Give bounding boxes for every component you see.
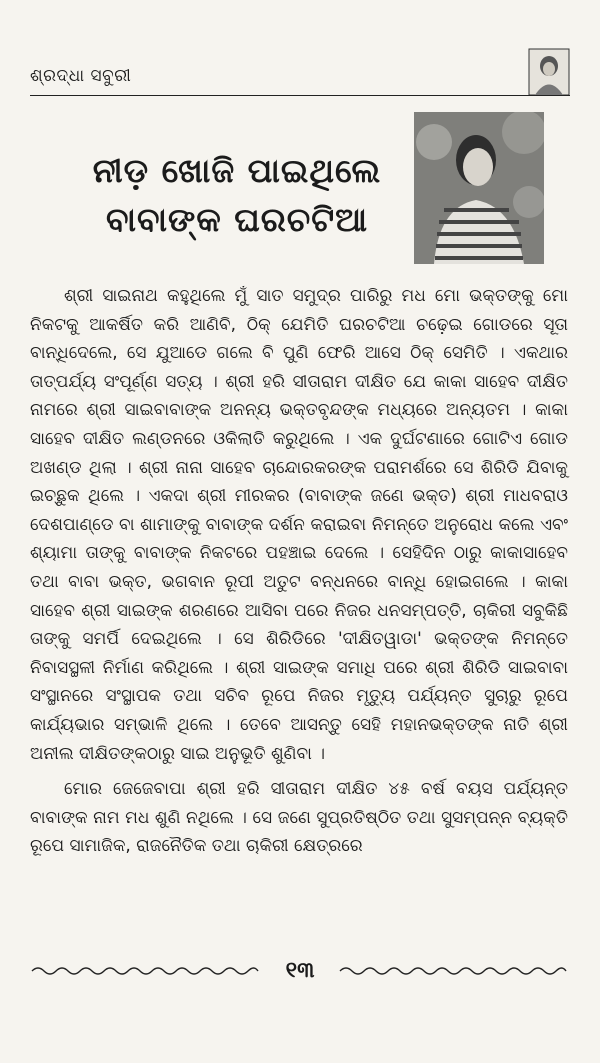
- paragraph: ମୋର ଜେଜେବାପା ଶ୍ରୀ ହରି ସୀତାରାମ ଦୀକ୍ଷିତ ୪୫ ବର୍ଷ ବୟସ ପର୍ଯ୍ୟନ୍ତ ବାବାଙ୍କ ନାମ ମଧ ଶୁଣି ନଥିଲେ । ସେ ଜଣେ ସୁପ୍ରତିଷ୍ଠିତ ତଥା ସୁସମ୍ପନ୍ନ ବ୍ୟକ୍ତି ରୂପେ ସାମାଜିକ, ରାଜନୈତିକ ତଥା ଚାକିରୀ କ୍ଷେତ୍ରରେ: [30, 779, 568, 857]
- footer-ornament-right: [338, 964, 568, 978]
- title-line-2: ବାବାଙ୍କ ଘରଚଟିଆ: [105, 200, 369, 239]
- footer-ornament-left: [30, 964, 260, 978]
- paragraph: ଶ୍ରୀ ସାଇନାଥ କହୁଥିଲେ ମୁଁ ସାତ ସମୁଦ୍ର ପାରିରୁ ମଧ ମୋ ଭକ୍ତଙ୍କୁ ମୋ ନିକଟକୁ ଆକର୍ଷିତ କରି ଆଣିବି, ଠିକ୍ ଯେମିତି ଘରଚଟିଆ ଚଢ଼େଇ ଗୋଡରେ ସୂତା ବାନ୍ଧିଦେଲେ, ସେ ଯୁଆଡେ ଗଲେ ବି ପୁଣି ଫେରି ଆସେ ଠିକ୍ ସେମିତି । ଏକଥାର ତାତ୍ପର୍ଯ୍ୟ ସଂପୂର୍ଣ୍ଣ ସତ୍ୟ । ଶ୍ରୀ ହରି ସୀତାରାମ ଦୀକ୍ଷିତ ଯେ କାକା ସାହେବ ଦୀକ୍ଷିତ ନାମରେ ଶ୍ରୀ ସାଇବାବାଙ୍କ ଅନନ୍ୟ ଭକ୍ତବୃନ୍ଦଙ୍କ ମଧ୍ୟରେ ଅନ୍ୟତମ । କାକା ସାହେବ ଦୀକ୍ଷିତ ଲଣ୍ଡନରେ ଓକିଲାତି କରୁଥିଲେ । ଏକ ଦୁର୍ଘଟଣାରେ ଗୋଟିଏ ଗୋଡ ଅଖଣ୍ଡ ଥିଲା । ଶ୍ରୀ ନାନା ସାହେବ ଚାନ୍ଦୋରକରଙ୍କ ପରାମର୍ଶରେ ସେ ଶିରିଡି ଯିବାକୁ ଇଚ୍ଛୁକ ଥିଲେ । ଏକଦା ଶ୍ରୀ ମୀରକର (ବାବାଙ୍କ ଜଣେ ଭକ୍ତ) ଶ୍ରୀ ମାଧବରାଓ ଦେଶପାଣ୍ଡେ ବା ଶାମାଙ୍କୁ ବାବାଙ୍କ ଦର୍ଶନ କରାଇବା ନିମନ୍ତେ ଅନୁରୋଧ କଲେ ଏବଂ ଶ୍ୟାମା ତାଙ୍କୁ ବାବାଙ୍କ ନିକଟରେ ପହଞ୍ଚାଇ ଦେଲେ । ସେହିଦିନ ଠାରୁ କାକାସାହେବ ତଥା ବାବା ଭକ୍ତ, ଭଗବାନ ରୂପୀ ଅତୁଟ ବନ୍ଧନରେ ବାନ୍ଧି ହୋଇଗଲେ । କାକା ସାହେବ ଶ୍ରୀ ସାଇଙ୍କ ଶରଣରେ ଆସିବା ପରେ ନିଜର ଧନସମ୍ପତ୍ତି, ଚାକିରୀ ସବୁକିଛି ତାଙ୍କୁ ସମର୍ପି ଦେଇଥିଲେ । ସେ ଶିରିଡିରେ 'ଦୀକ୍ଷିତୱାଡା' ଭକ୍ତଙ୍କ ନିମନ୍ତେ ନିବାସସ୍ଥଳୀ ନିର୍ମାଣ କରିଥିଲେ । ଶ୍ରୀ ସାଇଙ୍କ ସମାଧି ପରେ ଶ୍ରୀ ଶିରିଡି ସାଇବାବା ସଂସ୍ଥାନରେ ସଂସ୍ଥାପକ ତଥା ସଚିବ ରୂପେ ନିଜର ମୃତ୍ୟୁ ପର୍ଯ୍ୟନ୍ତ ସୁଚାରୁ ରୂପେ କାର୍ଯ୍ୟଭାର ସମ୍ଭାଳି ଥିଲେ । ତେବେ ଆସନ୍ତୁ ସେହି ମହାନଭକ୍ତଙ୍କ ନାତି ଶ୍ରୀ ଅନୀଲ ଦୀକ୍ଷିତଙ୍କଠାରୁ ସାଇ ଅନୁଭୂତି ଶୁଣିବା ।: [30, 286, 568, 764]
- page-footer: [30, 958, 570, 988]
- title-line-1: ନୀଡ଼ ଖୋଜି ପାଇଥିଲେ: [92, 151, 382, 190]
- article-title: [72, 146, 402, 244]
- page-header: [30, 62, 570, 92]
- header-divider: [30, 95, 570, 96]
- page-number: ୧୩: [285, 958, 315, 983]
- sai-baba-icon: [528, 48, 570, 96]
- section-title: ଶ୍ରଦ୍ଧା ସବୁରୀ: [30, 66, 132, 86]
- author-photo: [414, 112, 544, 264]
- article-body: [30, 282, 568, 861]
